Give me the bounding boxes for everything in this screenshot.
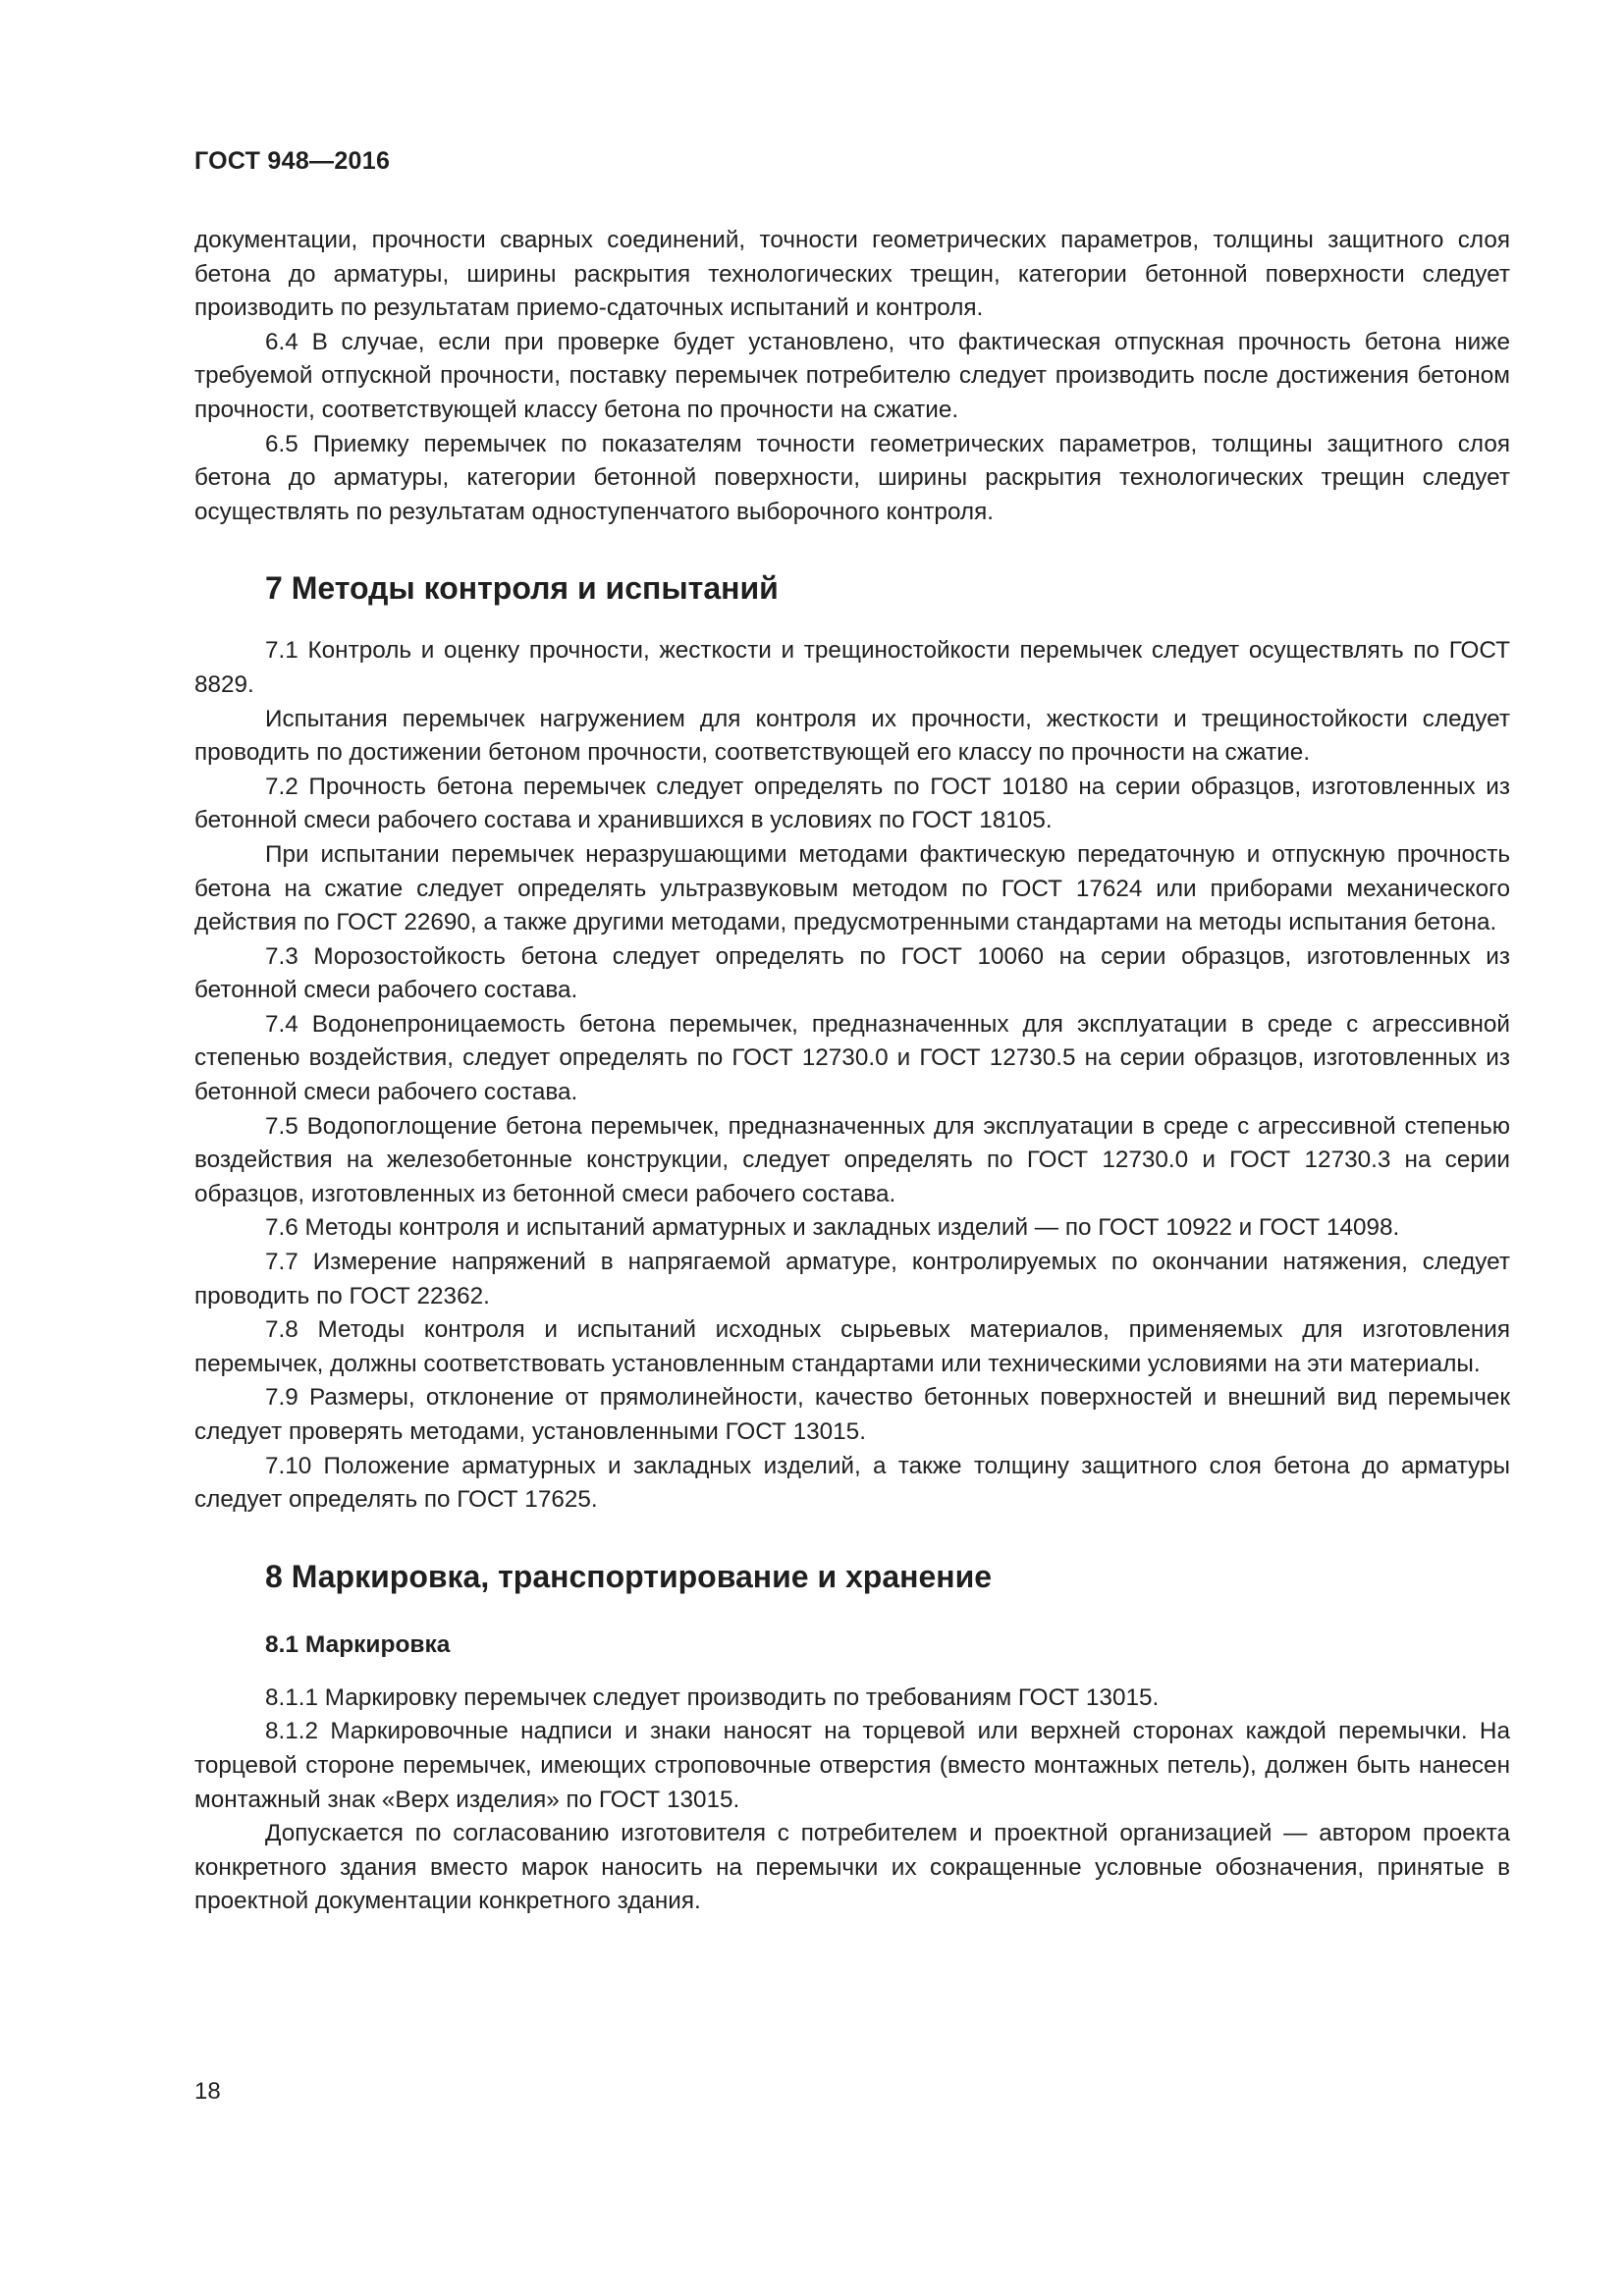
paragraph-7-3: 7.3 Морозостойкость бетона следует определять по ГОСТ 10060 на серии образцов, изготовленных из бетонной смеси рабочего состава. — [194, 942, 1510, 1004]
paragraph-7-2: 7.2 Прочность бетона перемычек следует определять по ГОСТ 10180 на серии образцов, изготовленных из бетонной смеси рабочего состава и хранившихся в условиях по ГОСТ 18105. — [194, 773, 1510, 834]
section-heading-8: 8 Маркировка, транспортирование и хранение — [265, 1558, 993, 1594]
section-heading-7: 7 Методы контроля и испытаний — [265, 570, 779, 607]
paragraph-8-1-2-permission: Допускается по согласованию изготовителя с потребителем и проектной организацией — автором проекта конкретного здания вместо марок наносить на перемычки их сокращенные условные обозначения, принятые в проектной документации конкретного здания. — [194, 1820, 1510, 1915]
paragraph-7-8: 7.8 Методы контроля и испытаний исходных сырьевых материалов, применяемых для изготовления перемычек, должны соответствовать установленным стандартами или техническими условиями на эти материалы. — [194, 1316, 1510, 1377]
subsection-heading-8-1: 8.1 Маркировка — [265, 1630, 451, 1658]
paragraph-8-1-2: 8.1.2 Маркировочные надписи и знаки наносят на торцевой или верхней сторонах каждой перемычки. На торцевой стороне перемычек, имеющих строповочные отверстия (вместо монтажных петель), должен быть нанесен монтажный знак «Верх изделия» по ГОСТ 13015. — [194, 1718, 1510, 1813]
paragraph-7-10: 7.10 Положение арматурных и закладных изделий, а также толщину защитного слоя бетона до арматуры следует определять по ГОСТ 17625. — [194, 1452, 1510, 1514]
paragraph-7-1: 7.1 Контроль и оценку прочности, жесткости и трещиностойкости перемычек следует осуществлять по ГОСТ 8829. — [194, 637, 1510, 698]
page-number: 18 — [194, 2078, 221, 2105]
paragraph-7-7: 7.7 Измерение напряжений в напрягаемой арматуре, контролируемых по окончании натяжения, следует проводить по ГОСТ 22362. — [194, 1249, 1510, 1309]
paragraph-7-1-testing: Испытания перемычек нагружением для контроля их прочности, жесткости и трещиностойкости следует проводить по достижении бетоном прочности, соответствующей его классу по прочности на сжатие. — [194, 705, 1510, 767]
paragraph-7-9: 7.9 Размеры, отклонение от прямолинейности, качество бетонных поверхностей и внешний вид перемычек следует проверять методами, установленными ГОСТ 13015. — [194, 1384, 1510, 1445]
paragraph-intro-continuation: документации, прочности сварных соединений, точности геометрических параметров, толщины защитного слоя бетона до арматуры, ширины раскрытия технологических трещин, категории бетонной поверхности следует производить по результатам приемо-сдаточных испытаний и контроля. — [194, 227, 1510, 322]
paragraph-7-6: 7.6 Методы контроля и испытаний арматурных и закладных изделий — по ГОСТ 10922 и ГОСТ 14098. — [265, 1214, 1400, 1242]
document-body — [194, 224, 1510, 1919]
paragraph-6-5: 6.5 Приемку перемычек по показателям точности геометрических параметров, толщины защитного слоя бетона до арматуры, категории бетонной поверхности, ширины раскрытия технологических трещин следует осуществлять по результатам одноступенчатого выборочного контроля. — [194, 430, 1510, 525]
paragraph-7-4: 7.4 Водонепроницаемость бетона перемычек, предназначенных для эксплуатации в среде с агрессивной степенью воздействия, следует определять по ГОСТ 12730.0 и ГОСТ 12730.5 на серии образцов, изготовленных из бетонной смеси рабочего состава. — [194, 1010, 1510, 1106]
paragraph-7-5: 7.5 Водопоглощение бетона перемычек, предназначенных для эксплуатации в среде с агрессивной степенью воздействия на железобетонные конструкции, следует определять по ГОСТ 12730.0 и ГОСТ 12730.3 на серии образцов, изготовленных из бетонной смеси рабочего состава. — [194, 1112, 1510, 1207]
running-header-doc-id: ГОСТ 948—2016 — [194, 147, 391, 175]
paragraph-7-2-nondestructive: При испытании перемычек неразрушающими методами фактическую передаточную и отпускную прочность бетона на сжатие следует определять ультразвуковым методом по ГОСТ 17624 или приборами механического действия по ГОСТ 22690, а также другими методами, предусмотренными стандартами на методы испытания бетона. — [194, 840, 1510, 936]
paragraph-6-4: 6.4 В случае, если при проверке будет установлено, что фактическая отпускная прочность бетона ниже требуемой отпускной прочности, поставку перемычек потребителю следует производить после достижения бетоном прочности, соответствующей классу бетона по прочности на сжатие. — [194, 328, 1510, 423]
paragraph-8-1-1: 8.1.1 Маркировку перемычек следует производить по требованиям ГОСТ 13015. — [265, 1683, 1160, 1711]
